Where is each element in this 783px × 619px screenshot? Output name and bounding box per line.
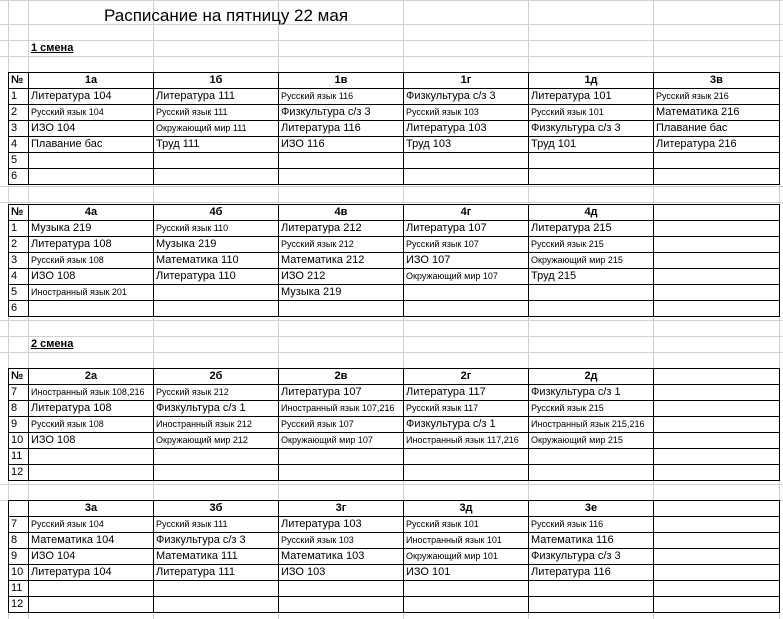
lesson-cell: Литература 111 <box>154 565 279 581</box>
lesson-cell <box>654 417 780 433</box>
lesson-cell: Русский язык 101 <box>404 517 529 533</box>
lesson-number: 8 <box>9 401 29 417</box>
lesson-number-header: № <box>9 73 29 89</box>
lesson-cell: Русский язык 116 <box>529 517 654 533</box>
class-header: 2б <box>154 369 279 385</box>
lesson-cell <box>654 401 780 417</box>
lesson-number: 9 <box>9 417 29 433</box>
table-row <box>9 385 780 401</box>
lesson-cell <box>279 581 404 597</box>
table-row <box>9 401 780 417</box>
table-row <box>9 549 780 565</box>
lesson-number: 7 <box>9 517 29 533</box>
lesson-cell <box>654 517 780 533</box>
lesson-cell <box>529 449 654 465</box>
schedule-table <box>8 368 780 481</box>
lesson-cell: Математика 212 <box>279 253 404 269</box>
lesson-cell: Литература 103 <box>404 121 529 137</box>
lesson-cell: Окружающий мир 107 <box>279 433 404 449</box>
lesson-cell: Иностранный язык 212 <box>154 417 279 433</box>
table-row <box>9 433 780 449</box>
lesson-cell: Математика 216 <box>654 105 780 121</box>
lesson-cell <box>29 449 154 465</box>
lesson-cell: Труд 215 <box>529 269 654 285</box>
table-row <box>9 153 780 169</box>
lesson-number-header <box>9 501 29 517</box>
class-header <box>654 205 780 221</box>
class-header: 3в <box>654 73 780 89</box>
lesson-cell: Физкультура с/з 1 <box>154 401 279 417</box>
lesson-number-header: № <box>9 369 29 385</box>
lesson-cell <box>279 169 404 185</box>
lesson-cell <box>529 301 654 317</box>
lesson-cell: Иностранный язык 101 <box>404 533 529 549</box>
lesson-cell <box>29 169 154 185</box>
lesson-cell: Физкультура с/з 3 <box>529 121 654 137</box>
lesson-cell <box>654 169 780 185</box>
lesson-cell: Плавание бас <box>654 121 780 137</box>
lesson-cell: Русский язык 216 <box>654 89 780 105</box>
class-header: 1б <box>154 73 279 89</box>
lesson-cell: Русский язык 104 <box>29 105 154 121</box>
lesson-cell <box>279 449 404 465</box>
lesson-cell: Окружающий мир 215 <box>529 433 654 449</box>
lesson-cell <box>404 153 529 169</box>
lesson-cell: ИЗО 104 <box>29 121 154 137</box>
lesson-cell <box>154 301 279 317</box>
lesson-cell: Труд 103 <box>404 137 529 153</box>
lesson-number: 3 <box>9 121 29 137</box>
lesson-cell: Русский язык 103 <box>404 105 529 121</box>
lesson-cell: Русский язык 215 <box>529 401 654 417</box>
lesson-number: 1 <box>9 221 29 237</box>
lesson-cell: Русский язык 103 <box>279 533 404 549</box>
lesson-cell: Русский язык 212 <box>154 385 279 401</box>
lesson-cell <box>29 301 154 317</box>
lesson-cell: Физкультура с/з 3 <box>529 549 654 565</box>
lesson-cell: Литература 116 <box>529 565 654 581</box>
class-header: 2д <box>529 369 654 385</box>
lesson-cell <box>654 385 780 401</box>
class-header: 1в <box>279 73 404 89</box>
class-header: 4а <box>29 205 154 221</box>
lesson-cell <box>279 465 404 481</box>
lesson-cell: ИЗО 108 <box>29 269 154 285</box>
lesson-cell <box>154 169 279 185</box>
lesson-number: 11 <box>9 449 29 465</box>
table-row <box>9 237 780 253</box>
lesson-cell <box>154 581 279 597</box>
class-header: 2а <box>29 369 154 385</box>
lesson-cell <box>529 169 654 185</box>
class-header <box>654 501 780 517</box>
lesson-cell: ИЗО 212 <box>279 269 404 285</box>
lesson-cell <box>654 533 780 549</box>
lesson-cell: Русский язык 117 <box>404 401 529 417</box>
class-header: 3е <box>529 501 654 517</box>
table-row <box>9 533 780 549</box>
lesson-cell: Плавание бас <box>29 137 154 153</box>
lesson-cell: Математика 111 <box>154 549 279 565</box>
lesson-number: 4 <box>9 137 29 153</box>
class-header: 4г <box>404 205 529 221</box>
schedule-table <box>8 500 780 613</box>
lesson-cell <box>404 285 529 301</box>
class-header: 3д <box>404 501 529 517</box>
lesson-cell: Физкультура с/з 1 <box>404 417 529 433</box>
lesson-cell <box>654 153 780 169</box>
lesson-number: 2 <box>9 105 29 121</box>
lesson-cell: Литература 108 <box>29 401 154 417</box>
table-row <box>9 285 780 301</box>
lesson-number: 2 <box>9 237 29 253</box>
lesson-cell: Физкультура с/з 3 <box>404 89 529 105</box>
lesson-cell <box>654 549 780 565</box>
lesson-cell <box>654 285 780 301</box>
lesson-cell: ИЗО 103 <box>279 565 404 581</box>
lesson-cell: Литература 107 <box>279 385 404 401</box>
lesson-cell: Окружающий мир 215 <box>529 253 654 269</box>
lesson-cell <box>654 597 780 613</box>
table-row <box>9 137 780 153</box>
lesson-cell <box>154 449 279 465</box>
table-row <box>9 221 780 237</box>
lesson-cell: Литература 101 <box>529 89 654 105</box>
class-header: 4б <box>154 205 279 221</box>
lesson-cell <box>404 169 529 185</box>
lesson-cell <box>529 597 654 613</box>
lesson-cell: Математика 110 <box>154 253 279 269</box>
lesson-cell: Окружающий мир 107 <box>404 269 529 285</box>
lesson-cell <box>529 465 654 481</box>
lesson-cell: Литература 108 <box>29 237 154 253</box>
lesson-cell: Русский язык 108 <box>29 253 154 269</box>
class-header: 3б <box>154 501 279 517</box>
lesson-cell: Математика 103 <box>279 549 404 565</box>
lesson-cell: Русский язык 107 <box>279 417 404 433</box>
lesson-number: 9 <box>9 549 29 565</box>
table-row <box>9 253 780 269</box>
lesson-cell: Русский язык 107 <box>404 237 529 253</box>
schedule-table <box>8 72 780 185</box>
lesson-cell <box>29 581 154 597</box>
class-header: 4в <box>279 205 404 221</box>
lesson-cell: Физкультура с/з 3 <box>154 533 279 549</box>
lesson-number: 3 <box>9 253 29 269</box>
lesson-cell: Окружающий мир 212 <box>154 433 279 449</box>
lesson-cell <box>654 581 780 597</box>
lesson-cell: Музыка 219 <box>279 285 404 301</box>
lesson-number: 12 <box>9 465 29 481</box>
lesson-cell: Окружающий мир 111 <box>154 121 279 137</box>
class-header <box>654 369 780 385</box>
lesson-cell: Окружающий мир 101 <box>404 549 529 565</box>
lesson-cell: Иностранный язык 117,216 <box>404 433 529 449</box>
lesson-cell: Иностранный язык 215,216 <box>529 417 654 433</box>
table-row <box>9 269 780 285</box>
lesson-cell: Иностранный язык 201 <box>29 285 154 301</box>
lesson-number: 6 <box>9 169 29 185</box>
lesson-cell: Русский язык 110 <box>154 221 279 237</box>
lesson-cell <box>404 581 529 597</box>
lesson-cell <box>654 465 780 481</box>
lesson-cell: ИЗО 101 <box>404 565 529 581</box>
lesson-cell: ИЗО 108 <box>29 433 154 449</box>
table-row <box>9 465 780 481</box>
lesson-cell <box>654 449 780 465</box>
lesson-cell: Литература 104 <box>29 89 154 105</box>
lesson-cell <box>654 269 780 285</box>
class-header: 1г <box>404 73 529 89</box>
lesson-cell <box>154 285 279 301</box>
lesson-cell <box>154 465 279 481</box>
lesson-number: 11 <box>9 581 29 597</box>
lesson-number: 8 <box>9 533 29 549</box>
lesson-number: 5 <box>9 285 29 301</box>
lesson-cell: Русский язык 111 <box>154 517 279 533</box>
page-title: Расписание на пятницу 22 мая <box>104 6 349 25</box>
lesson-cell <box>404 465 529 481</box>
lesson-cell: Русский язык 116 <box>279 89 404 105</box>
lesson-cell: Литература 116 <box>279 121 404 137</box>
class-header: 3г <box>279 501 404 517</box>
lesson-cell <box>279 153 404 169</box>
lesson-cell: Иностранный язык 108,216 <box>29 385 154 401</box>
lesson-number: 1 <box>9 89 29 105</box>
table-row <box>9 89 780 105</box>
table-row <box>9 581 780 597</box>
class-header: 1а <box>29 73 154 89</box>
lesson-cell <box>154 597 279 613</box>
lesson-cell: ИЗО 116 <box>279 137 404 153</box>
lesson-cell: Литература 107 <box>404 221 529 237</box>
lesson-cell: Физкультура с/з 1 <box>529 385 654 401</box>
table-row <box>9 121 780 137</box>
class-header: 3а <box>29 501 154 517</box>
lesson-cell: Русский язык 215 <box>529 237 654 253</box>
lesson-cell <box>154 153 279 169</box>
lesson-cell: Русский язык 101 <box>529 105 654 121</box>
lesson-cell: Литература 111 <box>154 89 279 105</box>
lesson-cell: Литература 216 <box>654 137 780 153</box>
lesson-cell: Математика 104 <box>29 533 154 549</box>
lesson-number: 4 <box>9 269 29 285</box>
lesson-cell: Литература 117 <box>404 385 529 401</box>
lesson-cell: Литература 103 <box>279 517 404 533</box>
lesson-cell <box>404 301 529 317</box>
lesson-cell: Иностранный язык 107,216 <box>279 401 404 417</box>
lesson-cell <box>529 581 654 597</box>
lesson-cell <box>654 301 780 317</box>
lesson-number: 10 <box>9 565 29 581</box>
lesson-number-header: № <box>9 205 29 221</box>
lesson-cell: Литература 104 <box>29 565 154 581</box>
lesson-cell: Математика 116 <box>529 533 654 549</box>
schedule-table <box>8 204 780 317</box>
lesson-cell: Музыка 219 <box>154 237 279 253</box>
lesson-cell <box>29 597 154 613</box>
class-header: 1д <box>529 73 654 89</box>
lesson-cell <box>529 285 654 301</box>
lesson-cell: Литература 212 <box>279 221 404 237</box>
table-row <box>9 105 780 121</box>
lesson-cell <box>404 597 529 613</box>
lesson-cell <box>654 237 780 253</box>
lesson-cell <box>279 597 404 613</box>
lesson-cell <box>654 433 780 449</box>
lesson-cell: Литература 110 <box>154 269 279 285</box>
lesson-number: 10 <box>9 433 29 449</box>
shift-label-1: 1 смена <box>31 42 74 54</box>
lesson-cell <box>29 153 154 169</box>
lesson-cell: Русский язык 108 <box>29 417 154 433</box>
lesson-cell <box>654 253 780 269</box>
shift-label-2: 2 смена <box>31 338 74 350</box>
lesson-cell <box>654 565 780 581</box>
lesson-number: 7 <box>9 385 29 401</box>
lesson-cell: ИЗО 107 <box>404 253 529 269</box>
lesson-cell <box>404 449 529 465</box>
table-row <box>9 597 780 613</box>
lesson-cell: ИЗО 104 <box>29 549 154 565</box>
lesson-number: 12 <box>9 597 29 613</box>
class-header: 4д <box>529 205 654 221</box>
table-row <box>9 417 780 433</box>
table-row <box>9 565 780 581</box>
lesson-cell: Труд 101 <box>529 137 654 153</box>
table-row <box>9 301 780 317</box>
lesson-cell <box>279 301 404 317</box>
table-row <box>9 169 780 185</box>
class-header: 2в <box>279 369 404 385</box>
lesson-cell: Физкультура с/з 3 <box>279 105 404 121</box>
lesson-cell: Русский язык 104 <box>29 517 154 533</box>
lesson-cell: Труд 111 <box>154 137 279 153</box>
lesson-cell: Музыка 219 <box>29 221 154 237</box>
lesson-cell <box>29 465 154 481</box>
table-row <box>9 449 780 465</box>
lesson-number: 5 <box>9 153 29 169</box>
lesson-cell: Русский язык 111 <box>154 105 279 121</box>
table-row <box>9 517 780 533</box>
lesson-cell <box>529 153 654 169</box>
lesson-cell: Русский язык 212 <box>279 237 404 253</box>
lesson-cell: Литература 215 <box>529 221 654 237</box>
lesson-cell <box>654 221 780 237</box>
class-header: 2г <box>404 369 529 385</box>
lesson-number: 6 <box>9 301 29 317</box>
